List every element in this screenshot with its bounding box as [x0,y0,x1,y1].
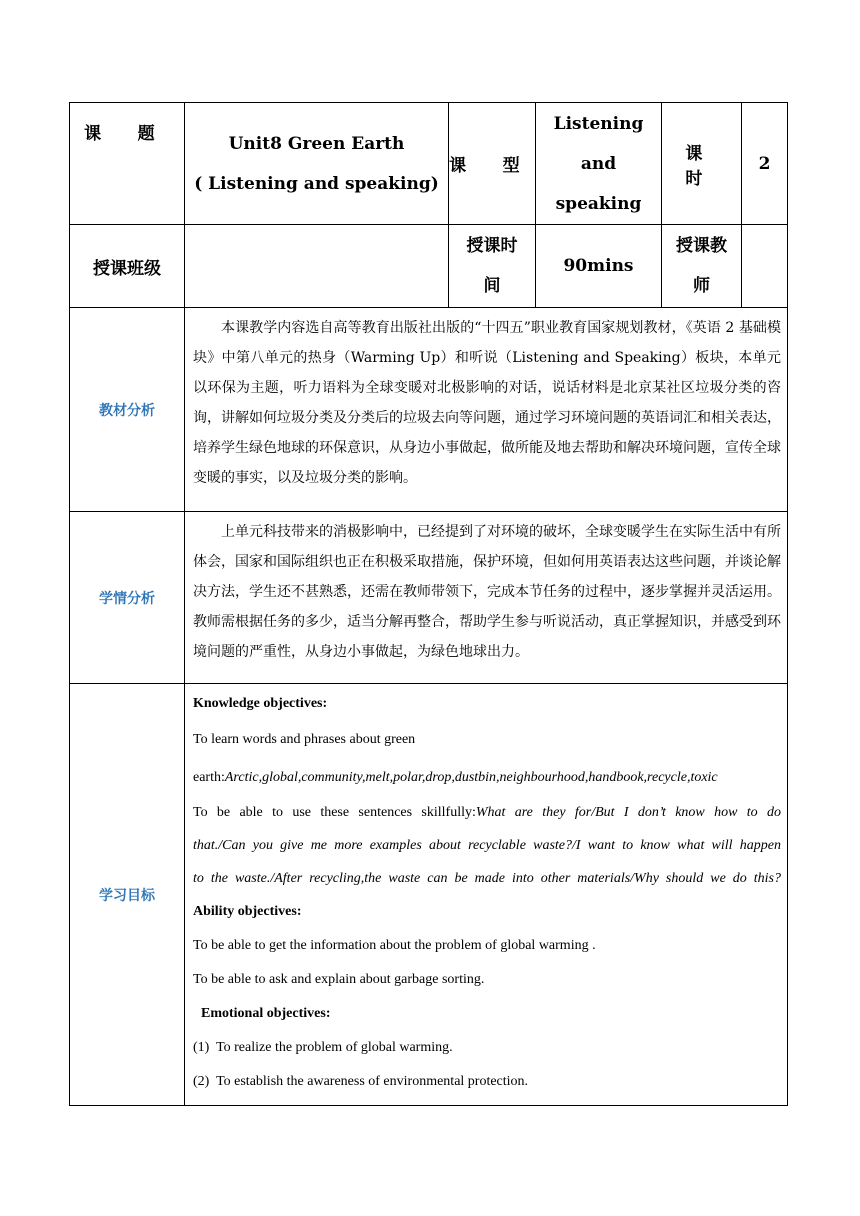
sentences-line3: to the waste./After recycling,the waste can be made into other materials/Why should we do this? [193,871,781,886]
class-label-cell [70,225,185,308]
type-value-line1: Listening [553,113,644,134]
lesson-plan-table [69,102,788,1106]
ability-item-2: To be able to ask and explain about garbage sorting. [193,972,485,987]
hours-label: 课 时 [685,143,718,189]
student-analysis-cell [185,512,788,684]
objectives-label-cell [70,684,185,1106]
type-value-cell [536,103,662,225]
header-row [70,103,788,225]
material-analysis-text: 本课教学内容选自高等教育出版社出版的“十四五”职业教育国家规划教材，《英语 2 基础模块》中第八单元的热身（Warming Up）和听说（Listening and Speaking）板块，本单元以环保为主题，听力语料为全球变暖对北极影响的对话，说话材料是北京某社区垃圾分类的咨询，讲解如何垃圾分类及分类后的垃圾去向等问题，通过学习环境问题的英语词汇和相关表达，培养学生绿色地球的环保意识，从身边小事做起，做所能及地去帮助和解决环境问题，宣传全球变暖的事实，以及垃圾分类的影响。 [193,320,781,486]
time-label-line1: 授课时 [466,236,518,256]
class-row [70,225,788,308]
type-value-line3: speaking [555,193,642,214]
student-analysis-label: 学情分析 [99,590,155,607]
student-analysis-label-cell [70,512,185,684]
type-label-cell [449,103,536,225]
knowledge-heading: Knowledge objectives: [193,696,328,711]
objectives-row [70,684,788,1106]
time-label-line2: 间 [483,276,501,296]
lesson-title-line1: Unit8 Green Earth [228,133,405,154]
hours-value: 2 [758,153,771,174]
sentences-line1 [193,796,781,829]
sentences-line2: that./Can you give me more examples about recyclable waste?/I want to know what will happen [193,838,781,853]
lesson-title-line2: ( Listening and speaking) [194,173,439,194]
class-label: 授课班级 [93,258,161,279]
teacher-label-line1: 授课教 [676,236,727,256]
knowledge-words-prefix: earth: [193,770,225,785]
knowledge-words-line [193,760,781,796]
hours-value-cell [742,103,788,225]
emotional-item-1: (1) To realize the problem of global warming. [193,1040,453,1055]
time-label-cell [449,225,536,308]
knowledge-line1: To learn words and phrases about green [193,732,416,747]
topic-label-cell [70,103,185,225]
sentences-prefix: To be able to use these sentences skillfully: [193,805,476,820]
time-value: 90mins [563,256,634,276]
material-analysis-label: 教材分析 [99,402,155,419]
material-analysis-label-cell [70,308,185,512]
objectives-cell [185,684,788,1106]
lesson-title-cell [185,103,449,225]
class-value-cell [185,225,449,308]
teacher-label-line2: 师 [693,276,710,296]
ability-item-1: To be able to get the information about the problem of global warming . [193,938,596,953]
material-analysis-row [70,308,788,512]
teacher-label-cell [662,225,742,308]
type-value-line2: and [580,153,617,174]
material-analysis-cell [185,308,788,512]
knowledge-words: Arctic,global,community,melt,polar,drop,dustbin,neighbourhood,handbook,recycle,toxic [224,770,718,785]
emotional-heading: Emotional objectives: [201,1006,331,1021]
student-analysis-row [70,512,788,684]
student-analysis-text: 上单元科技带来的消极影响中，已经提到了对环境的破坏，全球变暖学生在实际生活中有所体会，国家和国际组织也正在积极采取措施，保护环境，但如何用英语表达这些问题，并谈论解决方法，学生还不甚熟悉，还需在教师带领下，完成本节任务的过程中，逐步掌握并灵活运用。教师需根据任务的多少，适当分解再整合，帮助学生参与听说活动，真正掌握知识，并感受到环境问题的严重性，从身边小事做起，为绿色地球出力。 [193,524,781,660]
type-label: 课 型 [449,156,535,176]
sentences-text-1: What are they for/But I don’t know how to do [475,805,781,820]
time-value-cell [536,225,662,308]
teacher-value-cell [742,225,788,308]
topic-label: 课 题 [84,124,170,144]
emotional-item-2: (2) To establish the awareness of environmental protection. [193,1074,529,1089]
hours-label-cell [662,103,742,225]
objectives-label: 学习目标 [99,887,155,904]
ability-heading: Ability objectives: [193,904,302,919]
